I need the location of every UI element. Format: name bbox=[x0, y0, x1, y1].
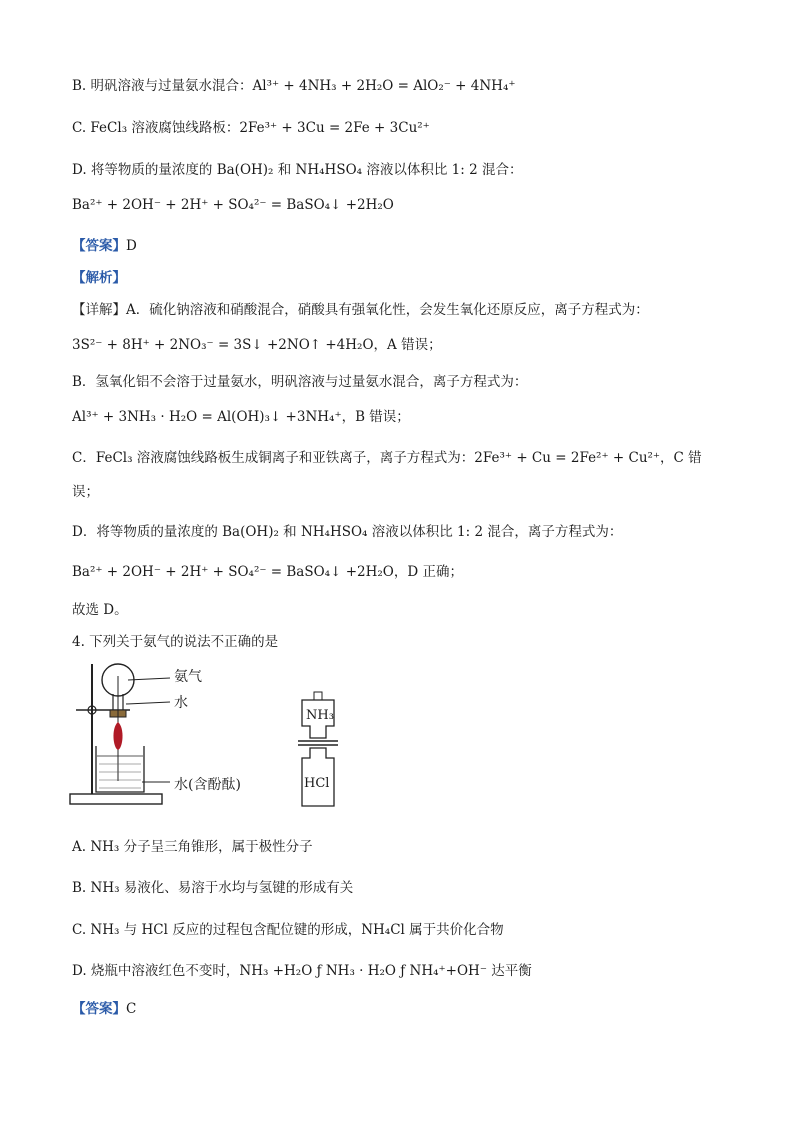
option-d-equation: Ba²⁺ + 2OH⁻ + 2H⁺ + SO₄²⁻ = BaSO₄↓ +2H₂O bbox=[72, 197, 394, 213]
option-d-top: D. 将等物质的量浓度的 Ba(OH)₂ 和 NH₄HSO₄ 溶液以体积比 1: 2 混合： bbox=[72, 162, 523, 178]
fountain-experiment-figure bbox=[66, 656, 366, 816]
analysis-label: 【解析】 bbox=[72, 270, 126, 286]
analysis-d-equation: Ba²⁺ + 2OH⁻ + 2H⁺ + SO₄²⁻ = BaSO₄↓ +2H₂O，D 正确； bbox=[72, 564, 463, 580]
question-4-option-b: B. NH₃ 易液化、易溶于水均与氢键的形成有关 bbox=[72, 880, 354, 896]
question-4-stem: 4. 下列关于氨气的说法不正确的是 bbox=[72, 634, 279, 650]
analysis-a bbox=[72, 298, 649, 318]
analysis-d: D．将等物质的量浓度的 Ba(OH)₂ 和 NH₄HSO₄ 溶液以体积比 1: 2 混合，离子方程式为： bbox=[72, 524, 623, 540]
answer-value: D bbox=[126, 238, 137, 254]
answer-label: 【答案】 bbox=[72, 1001, 126, 1017]
answer-1 bbox=[72, 234, 137, 254]
analysis-b-equation: Al³⁺ + 3NH₃ · H₂O = Al(OH)₃↓ +3NH₄⁺，B 错误； bbox=[72, 409, 410, 425]
analysis-c: C．FeCl₃ 溶液腐蚀线路板生成铜离子和亚铁离子，离子方程式为：2Fe³⁺ + Cu = 2Fe²⁺ + Cu²⁺，C 错 bbox=[72, 450, 702, 466]
label-ammonia: 氨气 bbox=[174, 669, 202, 685]
analysis-c-cont: 误； bbox=[72, 484, 99, 500]
question-4-option-d: D. 烧瓶中溶液红色不变时，NH₃ +H₂O ƒ NH₃ · H₂O ƒ NH₄⁺+OH⁻ 达平衡 bbox=[72, 963, 532, 979]
analysis-conclusion: 故选 D。 bbox=[72, 602, 128, 618]
option-b-top: B. 明矾溶液与过量氨水混合：Al³⁺ + 4NH₃ + 2H₂O = AlO₂⁻ + 4NH₄⁺ bbox=[72, 78, 516, 94]
label-bottle-hcl: HCl bbox=[304, 776, 330, 791]
analysis-a-equation: 3S²⁻ + 8H⁺ + 2NO₃⁻ = 3S↓ +2NO↑ +4H₂O，A 错误； bbox=[72, 337, 442, 353]
answer-value: C bbox=[126, 1001, 137, 1017]
label-bottle-nh3: NH₃ bbox=[306, 708, 334, 723]
answer-label: 【答案】 bbox=[72, 238, 126, 254]
analysis-a-text: A．硫化钠溶液和硝酸混合，硝酸具有强氧化性，会发生氧化还原反应，离子方程式为： bbox=[126, 302, 649, 318]
detail-label: 【详解】 bbox=[72, 302, 126, 318]
label-water: 水 bbox=[174, 695, 188, 711]
question-4-option-c: C. NH₃ 与 HCl 反应的过程包含配位键的形成，NH₄Cl 属于共价化合物 bbox=[72, 922, 504, 938]
question-4-option-a: A. NH₃ 分子呈三角锥形，属于极性分子 bbox=[72, 839, 313, 855]
label-water-phenolphthalein: 水(含酚酞) bbox=[174, 777, 241, 793]
analysis-b: B．氢氧化铝不会溶于过量氨水，明矾溶液与过量氨水混合，离子方程式为： bbox=[72, 374, 528, 390]
answer-2 bbox=[72, 997, 136, 1017]
option-c-top: C. FeCl₃ 溶液腐蚀线路板：2Fe³⁺ + 3Cu = 2Fe + 3Cu²⁺ bbox=[72, 120, 430, 136]
